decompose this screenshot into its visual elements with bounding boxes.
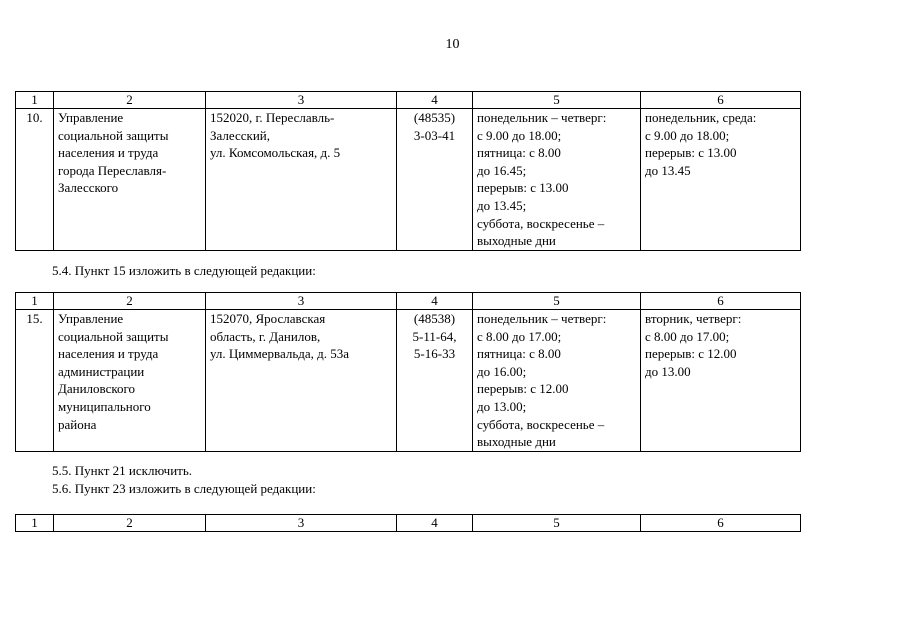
address-line: Залесский, — [210, 127, 270, 143]
header-cell-5: 5 — [473, 515, 641, 532]
schedule-line: пятница: с 8.00 — [477, 145, 561, 161]
organization-line: района — [58, 416, 97, 432]
schedule-line: до 13.45; — [477, 197, 527, 213]
reception-line: перерыв: с 12.00 — [645, 346, 737, 362]
organization-line: администрации — [58, 363, 145, 379]
paragraph-5-4: 5.4. Пункт 15 изложить в следующей редакции: — [52, 263, 316, 278]
schedule-line: с 9.00 до 18.00; — [477, 127, 562, 143]
header-cell-3: 3 — [206, 515, 397, 532]
phone-line: (48538) — [413, 311, 456, 326]
header-cell-2: 2 — [54, 293, 206, 310]
organization-line: социальной защиты — [58, 328, 169, 344]
phone-cell — [397, 109, 473, 251]
table-row — [16, 109, 801, 251]
address-cell — [206, 109, 397, 251]
address-line: 152020, г. Переславль- — [210, 110, 335, 125]
address-line: ул. Комсомольская, д. 5 — [210, 145, 341, 161]
organization-line: населения и труда — [58, 346, 159, 362]
table-header-row — [16, 515, 801, 532]
schedule-line: понедельник – четверг: — [477, 311, 607, 326]
schedule-line: с 8.00 до 17.00; — [477, 328, 562, 344]
reception-line: с 9.00 до 18.00; — [645, 127, 730, 143]
header-cell-1: 1 — [16, 92, 54, 109]
row-number: 10. — [16, 109, 54, 251]
table-header-row — [16, 92, 801, 109]
organization-line: Даниловского — [58, 381, 136, 397]
schedule-line: выходные дни — [477, 233, 556, 249]
header-cell-4: 4 — [397, 293, 473, 310]
address-cell — [206, 310, 397, 452]
schedule-line: выходные дни — [477, 434, 556, 450]
header-cell-4: 4 — [397, 92, 473, 109]
header-cell-6: 6 — [641, 515, 801, 532]
header-cell-5: 5 — [473, 293, 641, 310]
page-number: 10 — [445, 37, 460, 52]
reception-line: понедельник, среда: — [645, 110, 757, 125]
organization-line: Управление — [58, 110, 124, 125]
header-cell-5: 5 — [473, 92, 641, 109]
organization-line: города Переславля- — [58, 162, 167, 178]
schedule-line: перерыв: с 13.00 — [477, 180, 569, 196]
table-item-23 — [15, 514, 801, 532]
header-cell-1: 1 — [16, 515, 54, 532]
reception-cell — [641, 310, 801, 452]
phone-line: 5-11-64, — [412, 328, 457, 344]
header-cell-2: 2 — [54, 515, 206, 532]
schedule-cell — [473, 109, 641, 251]
schedule-line: до 16.00; — [477, 363, 527, 379]
schedule-line: до 13.00; — [477, 398, 527, 414]
organization-line: социальной защиты — [58, 127, 169, 143]
schedule-line: пятница: с 8.00 — [477, 346, 561, 362]
organization-line: муниципального — [58, 398, 151, 414]
reception-line: с 8.00 до 17.00; — [645, 328, 730, 344]
organization-cell — [54, 310, 206, 452]
schedule-cell — [473, 310, 641, 452]
table-header-row — [16, 293, 801, 310]
organization-line: Управление — [58, 311, 124, 326]
reception-line: вторник, четверг: — [645, 311, 742, 326]
schedule-line: перерыв: с 12.00 — [477, 381, 569, 397]
reception-cell — [641, 109, 801, 251]
phone-line: 5-16-33 — [413, 346, 456, 362]
paragraph-5-6: 5.6. Пункт 23 изложить в следующей редакции: — [52, 481, 316, 496]
address-line: область, г. Данилов, — [210, 328, 321, 344]
reception-line: до 13.45 — [645, 162, 691, 178]
reception-line: до 13.00 — [645, 363, 691, 379]
reception-line: перерыв: с 13.00 — [645, 145, 737, 161]
organization-cell — [54, 109, 206, 251]
phone-cell — [397, 310, 473, 452]
row-number: 15. — [16, 310, 54, 452]
table-item-15 — [15, 292, 801, 452]
header-cell-3: 3 — [206, 92, 397, 109]
address-line: ул. Циммервальда, д. 53а — [210, 346, 350, 362]
phone-line: (48535) — [413, 110, 456, 125]
organization-line: Залесского — [58, 180, 119, 196]
schedule-line: до 16.45; — [477, 162, 527, 178]
schedule-line: понедельник – четверг: — [477, 110, 607, 125]
header-cell-6: 6 — [641, 293, 801, 310]
table-row — [16, 310, 801, 452]
schedule-line: суббота, воскресенье – — [477, 215, 605, 231]
header-cell-3: 3 — [206, 293, 397, 310]
table-item-10 — [15, 91, 801, 251]
paragraph-5-5: 5.5. Пункт 21 исключить. — [52, 463, 193, 478]
address-line: 152070, Ярославская — [210, 311, 326, 326]
phone-line: 3-03-41 — [413, 127, 456, 143]
schedule-line: суббота, воскресенье – — [477, 416, 605, 432]
organization-line: населения и труда — [58, 145, 159, 161]
header-cell-1: 1 — [16, 293, 54, 310]
header-cell-4: 4 — [397, 515, 473, 532]
header-cell-6: 6 — [641, 92, 801, 109]
header-cell-2: 2 — [54, 92, 206, 109]
